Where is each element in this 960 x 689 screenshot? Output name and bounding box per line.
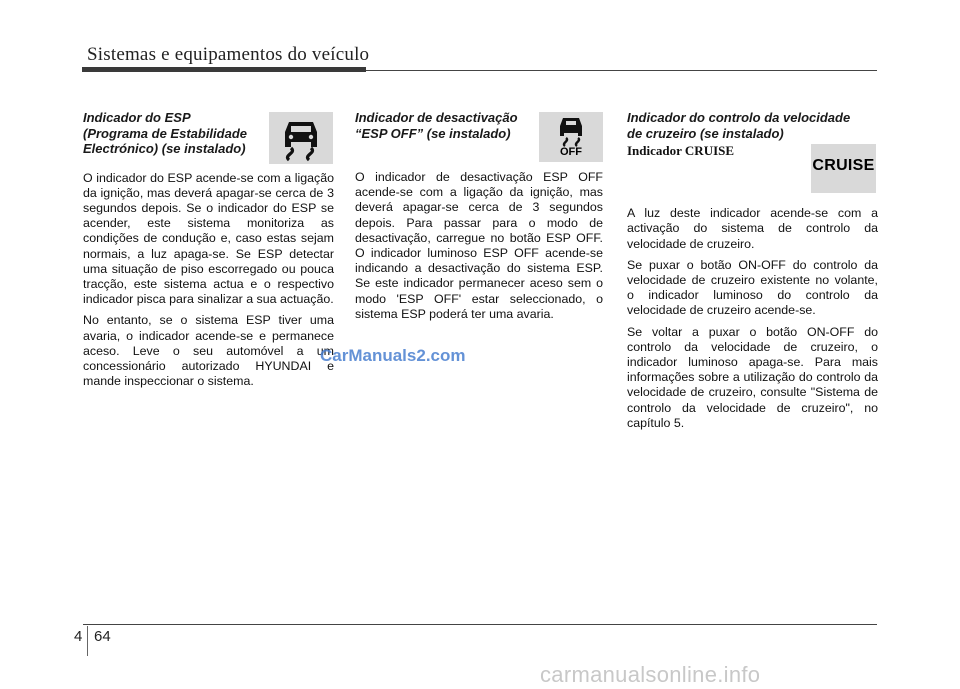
watermark: CarManuals2.com: [320, 346, 466, 365]
section-number: 4: [74, 628, 83, 645]
esp-skid-car-icon: [269, 112, 333, 164]
page-number: 64: [94, 628, 111, 645]
cruise-indicator-icon: [811, 144, 876, 193]
cruise-heading: [627, 110, 878, 141]
cruise-heading-line: Indicador do controlo da velocidade: [627, 110, 851, 125]
header-rule-thick: [82, 67, 366, 72]
footer-site-watermark: carmanualsonline.info: [540, 662, 761, 687]
esp-off-icon: [539, 112, 603, 162]
cruise-icon-label: CRUISE: [812, 157, 875, 174]
cruise-heading-line: de cruzeiro (se instalado): [627, 125, 784, 141]
esp-off-heading-line: Indicador de desactivação: [355, 110, 518, 125]
esp-off-icon-label: OFF: [560, 146, 582, 158]
header-rule-thin: [366, 70, 877, 71]
header-title: Sistemas e equipamentos do veículo: [87, 44, 370, 65]
esp-heading-line: Electrónico) (se instalado): [83, 141, 246, 156]
esp-heading: [83, 110, 273, 157]
esp-off-paragraph: O indicador de desactivação ESP OFF acende-se com a ligação da ignição, mas deverá apagar-se cerca de 3 segundos depois. Para passar para o modo de desactivação, carregue no botão ESP OFF. O indicador luminoso ESP OFF acende-se indicando a desactivação do sistema ESP. Se este indicador permanecer aceso sem o modo 'ESP OFF' estar seleccionado, o sistema ESP poderá ter uma avaria.: [355, 170, 603, 321]
esp-off-heading-line: “ESP OFF” (se instalado): [355, 125, 511, 141]
cruise-subheading: Indicador CRUISE: [627, 143, 735, 158]
footer-rule: [83, 624, 877, 625]
cruise-paragraph: Se voltar a puxar o botão ON-OFF do controlo da velocidade de cruzeiro, o indicador luminoso apaga-se. Para mais informações sobre a utilização do controlo da velocidade de cruzeiro, consulte "Sistema de controlo da velocidade de cruzeiro", no capítulo 5.: [627, 324, 878, 430]
footer-divider: [87, 626, 88, 656]
esp-heading-line: (Programa de Estabilidade: [83, 125, 247, 141]
cruise-paragraph: A luz deste indicador acende-se com a activação do sistema de controlo da velocidade de cruzeiro.: [627, 206, 878, 251]
esp-heading-line: Indicador do ESP: [83, 110, 191, 125]
esp-paragraph: No entanto, se o sistema ESP tiver uma avaria, o indicador acende-se e permanece aceso. Leve o seu automóvel a um concessionário autorizado HYUNDAI e mande inspeccionar o sistema.: [83, 313, 334, 389]
cruise-paragraph: Se puxar o botão ON-OFF do controlo da velocidade de cruzeiro existente no volante, o indicador luminoso do controlo da velocidade de cruzeiro acende-se.: [627, 257, 878, 318]
esp-paragraph: O indicador do ESP acende-se com a ligação da ignição, mas deverá apagar-se cerca de 3 segundos depois. Se o indicador do ESP se acender, este sistema monitoriza as condições de condução e, caso estas sejam normais, a luz apaga-se. Se ESP detectar uma situação de piso escorregado ou pouca tracção, este sistema actua e o respectivo indicador pisca para sinalizar a sua actuação.: [83, 170, 334, 307]
